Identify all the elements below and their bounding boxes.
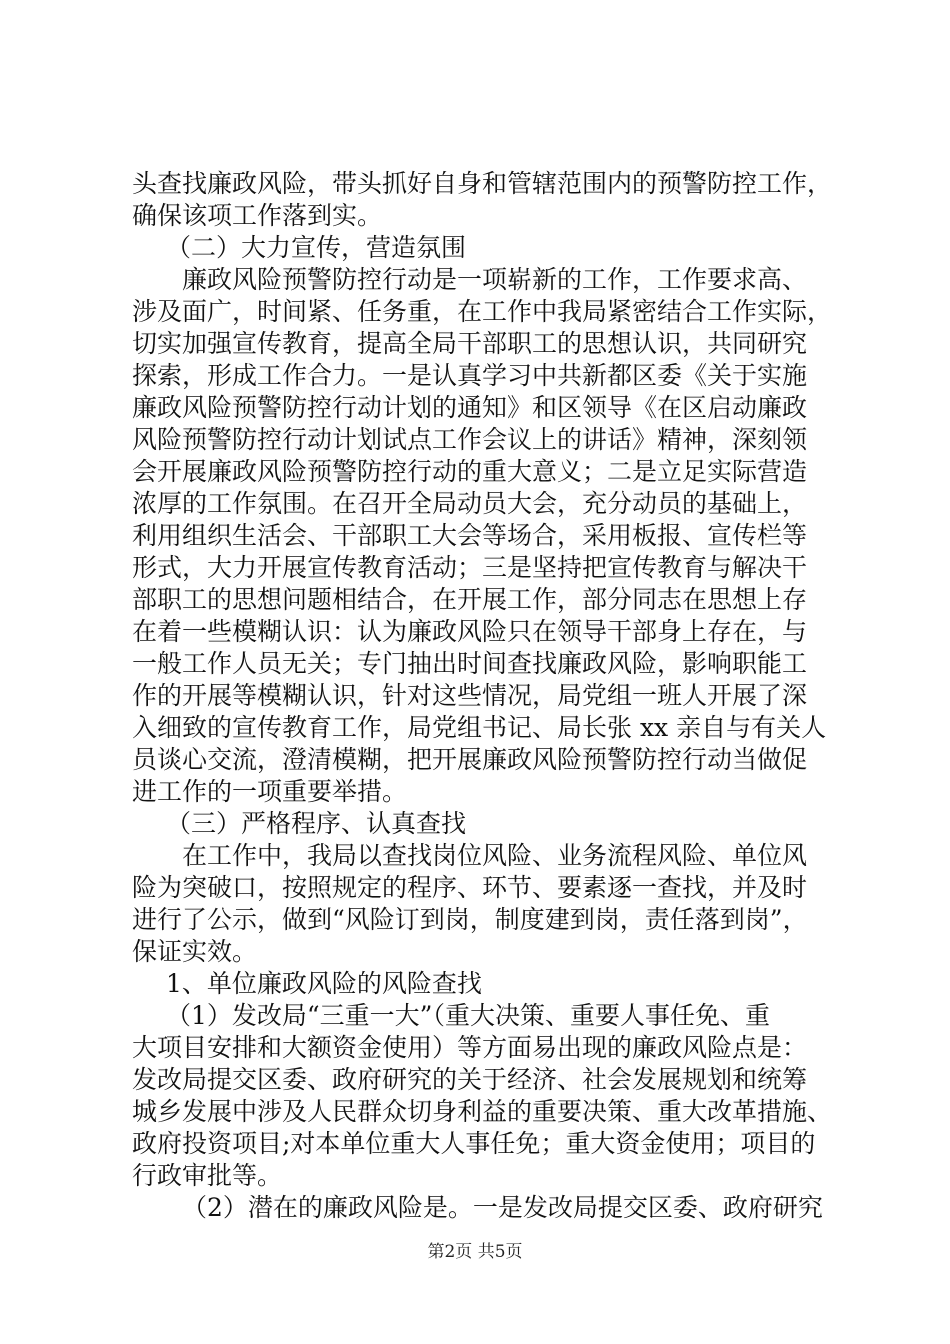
text-line: 浓厚的工作氛围。在召开全局动员大会，充分动员的基础上， xyxy=(132,489,808,518)
text-line: （二）大力宣传，营造氛围 xyxy=(166,233,467,262)
text-line: 险为突破口，按照规定的程序、环节、要素逐一查找，并及时 xyxy=(132,873,808,902)
text-line: 确保该项工作落到实。 xyxy=(132,201,383,230)
text-line: 进行了公示，做到“风险订到岗，制度建到岗，责任落到岗”， xyxy=(132,905,808,934)
text-line: （1）发改局“三重一大”（重大决策、重要人事任免、重 xyxy=(166,1001,770,1030)
text-line: 行政审批等。 xyxy=(132,1161,283,1190)
text-line: （2）潜在的廉政风险是。一是发改局提交区委、政府研究 xyxy=(182,1193,823,1222)
text-line: 在工作中，我局以查找岗位风险、业务流程风险、单位风 xyxy=(182,841,808,870)
text-line: 政府投资项目;对本单位重大人事任免；重大资金使用；项目的 xyxy=(132,1129,816,1158)
text-line: 廉政风险预警防控行动计划的通知》和区领导《在区启动廉政 xyxy=(132,393,808,422)
text-line: 头查找廉政风险，带头抓好自身和管辖范围内的预警防控工作， xyxy=(132,169,833,198)
text-line: 切实加强宣传教育，提高全局干部职工的思想认识，共同研究 xyxy=(132,329,808,358)
document-body xyxy=(132,168,832,1224)
text-line: 会开展廉政风险预警防控行动的重大意义；二是立足实际营造 xyxy=(132,457,808,486)
text-line: 大项目安排和大额资金使用）等方面易出现的廉政风险点是： xyxy=(132,1033,808,1062)
text-line: 形式，大力开展宣传教育活动；三是坚持把宣传教育与解决干 xyxy=(132,553,808,582)
text-line: 进工作的一项重要举措。 xyxy=(132,777,408,806)
text-line: 部职工的思想问题相结合，在开展工作，部分同志在思想上存 xyxy=(132,585,808,614)
text-line: 发改局提交区委、政府研究的关于经济、社会发展规划和统筹 xyxy=(132,1065,808,1094)
text-line: 廉政风险预警防控行动是一项崭新的工作，工作要求高、 xyxy=(182,265,808,294)
text-line: 城乡发展中涉及人民群众切身利益的重要决策、重大改革措施、 xyxy=(132,1097,833,1126)
text-line: 利用组织生活会、干部职工大会等场合，采用板报、宣传栏等 xyxy=(132,521,808,550)
text-line: 在着一些模糊认识：认为廉政风险只在领导干部身上存在，与 xyxy=(132,617,808,646)
text-line: 作的开展等模糊认识，针对这些情况，局党组一班人开展了深 xyxy=(132,681,808,710)
text-line: 1、单位廉政风险的风险查找 xyxy=(166,969,482,998)
text-line: 风险预警防控行动计划试点工作会议上的讲话》精神，深刻领 xyxy=(132,425,808,454)
text-line: 员谈心交流，澄清模糊，把开展廉政风险预警防控行动当做促 xyxy=(132,745,808,774)
text-line: 入细致的宣传教育工作，局党组书记、局长张 xx 亲自与有关人 xyxy=(132,713,827,742)
text-line: 探索，形成工作合力。一是认真学习中共新都区委《关于实施 xyxy=(132,361,808,390)
text-line: （三）严格程序、认真查找 xyxy=(166,809,467,838)
text-line: 一般工作人员无关；专门抽出时间查找廉政风险，影响职能工 xyxy=(132,649,808,678)
page-footer: 第2页 共5页 xyxy=(427,1242,523,1262)
text-line: 保证实效。 xyxy=(132,937,258,966)
text-line: 涉及面广，时间紧、任务重，在工作中我局紧密结合工作实际， xyxy=(132,297,833,326)
